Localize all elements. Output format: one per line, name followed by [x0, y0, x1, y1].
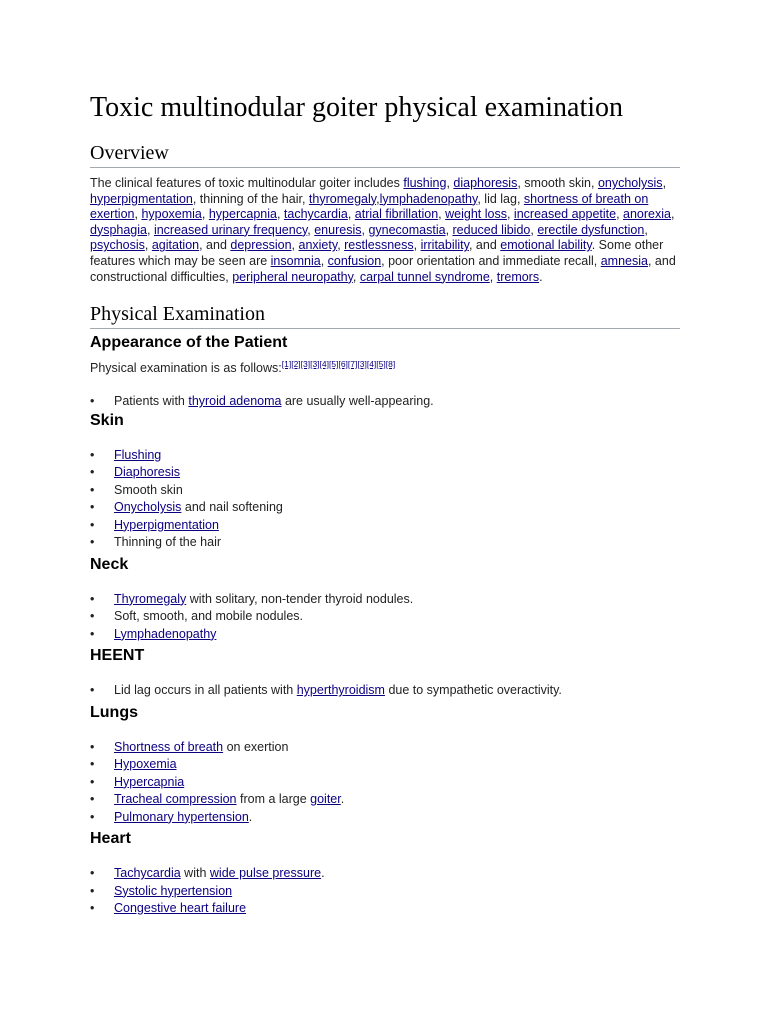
list-item	[90, 809, 680, 827]
text-run: , and	[468, 238, 501, 253]
heart-heading: Heart	[90, 830, 131, 848]
text-run: ,	[413, 238, 421, 253]
text-run: ,	[506, 207, 514, 222]
heent-heading: HEENT	[90, 647, 145, 665]
list-item	[90, 791, 680, 809]
link-hyperpigmentation[interactable]: hyperpigmentation	[90, 191, 193, 206]
link-hypoxemia[interactable]: hypoxemia	[141, 207, 202, 222]
text-run: The clinical features of toxic multinodular goiter includes	[90, 176, 404, 190]
reference-link[interactable]: [3]	[310, 359, 320, 370]
list-item	[90, 464, 680, 482]
text-run: . Some other features which may be seen are	[90, 238, 664, 268]
reference-link[interactable]: [1]	[281, 359, 292, 370]
reference-links	[282, 359, 395, 369]
text-run: ,	[616, 207, 624, 222]
link-enuresis[interactable]: enuresis	[314, 222, 362, 237]
text-run: due to sympathetic overactivity.	[384, 683, 562, 698]
link-thyroid-adenoma[interactable]: thyroid adenoma	[188, 394, 282, 409]
text-run: ,	[662, 176, 667, 190]
text-run: on exertion	[223, 739, 289, 754]
list-item	[90, 447, 680, 465]
text-run: ,	[438, 207, 446, 222]
text-run: ,	[291, 238, 299, 253]
text-run: ,	[337, 238, 345, 253]
reference-link[interactable]: [3]	[357, 359, 367, 370]
list-item	[90, 774, 680, 792]
list-item	[90, 517, 680, 535]
list-item	[90, 739, 680, 757]
text-run: , and constructional difficulties,	[90, 253, 676, 284]
reference-link[interactable]: [4]	[366, 359, 377, 370]
link-onycholysis[interactable]: onycholysis	[597, 176, 663, 190]
text-run: and nail softening	[181, 500, 283, 515]
link-onycholysis[interactable]: Onycholysis	[114, 500, 182, 515]
link-irritability[interactable]: irritability	[420, 238, 469, 253]
link-gynecomastia[interactable]: gynecomastia	[368, 222, 446, 237]
link-tremors[interactable]: tremors	[496, 269, 540, 284]
overview-paragraph	[90, 176, 680, 285]
list-item	[90, 591, 680, 609]
heent-list	[90, 682, 680, 700]
link-psychosis[interactable]: psychosis	[90, 238, 145, 253]
text-run: , lid lag,	[477, 191, 524, 206]
reference-link[interactable]: [5]	[329, 359, 339, 370]
link-amnesia[interactable]: amnesia	[600, 253, 648, 268]
skin-list	[90, 447, 680, 552]
lungs-list	[90, 739, 680, 827]
list-item	[90, 865, 680, 883]
text-run: .	[248, 809, 253, 824]
exam-intro	[90, 360, 680, 377]
link-insomnia[interactable]: insomnia	[270, 253, 321, 268]
text-run: Smooth skin	[114, 482, 183, 497]
reference-link[interactable]: [5]	[376, 359, 386, 370]
link-hyperthyroidism[interactable]: hyperthyroidism	[296, 683, 385, 698]
appearance-heading: Appearance of the Patient	[90, 334, 288, 352]
text-run: .	[340, 792, 345, 807]
link-systolic-hypertension[interactable]: Systolic hypertension	[114, 883, 233, 898]
exam-sections	[90, 411, 680, 918]
text-run: from a large	[236, 792, 311, 807]
text-run: , and	[199, 238, 231, 253]
link-diaphoresis[interactable]: Diaphoresis	[114, 465, 181, 480]
link-flushing[interactable]: Flushing	[114, 447, 162, 462]
link-hyperpigmentation[interactable]: Hyperpigmentation	[114, 517, 219, 532]
text-run: ,	[489, 269, 497, 284]
list-item	[90, 626, 680, 644]
link-wide-pulse-pressure[interactable]: wide pulse pressure	[209, 866, 322, 881]
link-depression[interactable]: depression	[230, 238, 292, 253]
reference-link[interactable]: [6]	[338, 359, 348, 370]
link-increased-urinary-frequency[interactable]: increased urinary frequency	[153, 222, 308, 237]
link-atrial-fibrillation[interactable]: atrial fibrillation	[354, 207, 439, 222]
text-run: ,	[201, 207, 209, 222]
reference-link[interactable]: [3]	[300, 359, 311, 370]
text-run: ,	[347, 207, 355, 222]
skin-heading: Skin	[90, 411, 124, 429]
link-hypercapnia[interactable]: hypercapnia	[208, 207, 277, 222]
link-flushing[interactable]: flushing	[403, 176, 447, 190]
neck-heading: Neck	[90, 555, 129, 573]
link-emotional-lability[interactable]: emotional lability	[500, 238, 592, 253]
list-item	[90, 499, 680, 517]
text-run: with	[180, 866, 210, 881]
text-run: ,	[670, 207, 675, 222]
exam-intro-text: Physical examination is as follows:	[90, 361, 282, 376]
reference-link[interactable]: [2]	[291, 359, 301, 370]
overview-heading: Overview	[90, 140, 680, 168]
link-confusion[interactable]: confusion	[327, 253, 382, 268]
list-item	[90, 900, 680, 918]
link-tracheal-compression[interactable]: Tracheal compression	[114, 792, 237, 807]
lungs-heading: Lungs	[90, 703, 138, 721]
link-dysphagia[interactable]: dysphagia	[90, 222, 147, 237]
list-item	[90, 883, 680, 901]
text-run: ,	[320, 253, 328, 268]
link-restlessness[interactable]: restlessness	[344, 238, 414, 253]
text-run: , smooth skin,	[517, 176, 598, 190]
link-tachycardia[interactable]: Tachycardia	[114, 866, 181, 881]
link-anxiety[interactable]: anxiety	[298, 238, 338, 253]
link-pulmonary-hypertension[interactable]: Pulmonary hypertension	[114, 809, 249, 824]
link-thyromegaly[interactable]: Thyromegaly	[114, 591, 187, 606]
link-erectile-dysfunction[interactable]: erectile dysfunction	[537, 222, 645, 237]
text-run: ,	[446, 176, 454, 190]
list-item	[90, 608, 680, 626]
link-shortness-of-breath-on-exertion[interactable]: shortness of breath on exertion	[90, 191, 649, 222]
link-hypercapnia[interactable]: Hypercapnia	[114, 774, 185, 789]
text-run: ,	[376, 191, 380, 206]
text-run: with solitary, non-tender thyroid nodules.	[186, 591, 414, 606]
link-reduced-libido[interactable]: reduced libido	[452, 222, 531, 237]
link-tachycardia[interactable]: tachycardia	[283, 207, 348, 222]
list-item	[90, 756, 680, 774]
link-goiter[interactable]: goiter	[310, 792, 341, 807]
list-item	[90, 534, 680, 552]
text-run: ,	[144, 238, 152, 253]
text-run: ,	[530, 222, 538, 237]
text-run: Patients with	[114, 394, 189, 409]
link-carpal-tunnel-syndrome[interactable]: carpal tunnel syndrome	[359, 269, 490, 284]
link-hypoxemia[interactable]: Hypoxemia	[114, 757, 177, 772]
list-item	[90, 482, 680, 500]
reference-link[interactable]: [4]	[319, 359, 330, 370]
link-thyromegaly[interactable]: thyromegaly	[308, 191, 377, 206]
link-agitation[interactable]: agitation	[151, 238, 200, 253]
text-run: ,	[361, 222, 369, 237]
text-run: ,	[134, 207, 142, 222]
list-item	[90, 393, 680, 411]
link-increased-appetite[interactable]: increased appetite	[513, 207, 617, 222]
heart-list	[90, 865, 680, 918]
link-diaphoresis[interactable]: diaphoresis	[453, 176, 518, 190]
text-run: ,	[352, 269, 360, 284]
text-run: .	[321, 866, 325, 881]
text-run: Thinning of the hair	[114, 535, 222, 550]
text-run: .	[539, 269, 543, 284]
link-shortness-of-breath[interactable]: Shortness of breath	[114, 739, 224, 754]
physical-examination-heading: Physical Examination	[90, 301, 680, 329]
link-anorexia[interactable]: anorexia	[623, 207, 671, 222]
neck-list	[90, 591, 680, 644]
list-item	[90, 682, 680, 700]
link-congestive-heart-failure[interactable]: Congestive heart failure	[114, 901, 247, 916]
text-run: ,	[644, 222, 648, 237]
text-run: , thinning of the hair,	[192, 191, 309, 206]
text-run: are usually well-appearing.	[281, 394, 434, 409]
article	[90, 88, 680, 918]
link-peripheral-neuropathy[interactable]: peripheral neuropathy	[232, 269, 353, 284]
reference-link[interactable]: [8]	[385, 359, 396, 370]
text-run: ,	[276, 207, 284, 222]
text-run: ,	[445, 222, 453, 237]
text-run: Lid lag occurs in all patients with	[114, 683, 297, 698]
link-lymphadenopathy[interactable]: Lymphadenopathy	[114, 626, 217, 641]
text-run: Soft, smooth, and mobile nodules.	[114, 609, 304, 624]
page-title: Toxic multinodular goiter physical examination	[90, 92, 624, 123]
reference-link[interactable]: [7]	[347, 359, 358, 370]
text-run: ,	[147, 222, 154, 237]
link-weight-loss[interactable]: weight loss	[445, 207, 507, 222]
link-lymphadenopathy[interactable]: lymphadenopathy	[379, 191, 478, 206]
text-run: ,	[307, 222, 315, 237]
text-run: , poor orientation and immediate recall,	[381, 253, 601, 268]
appearance-list	[90, 393, 680, 411]
